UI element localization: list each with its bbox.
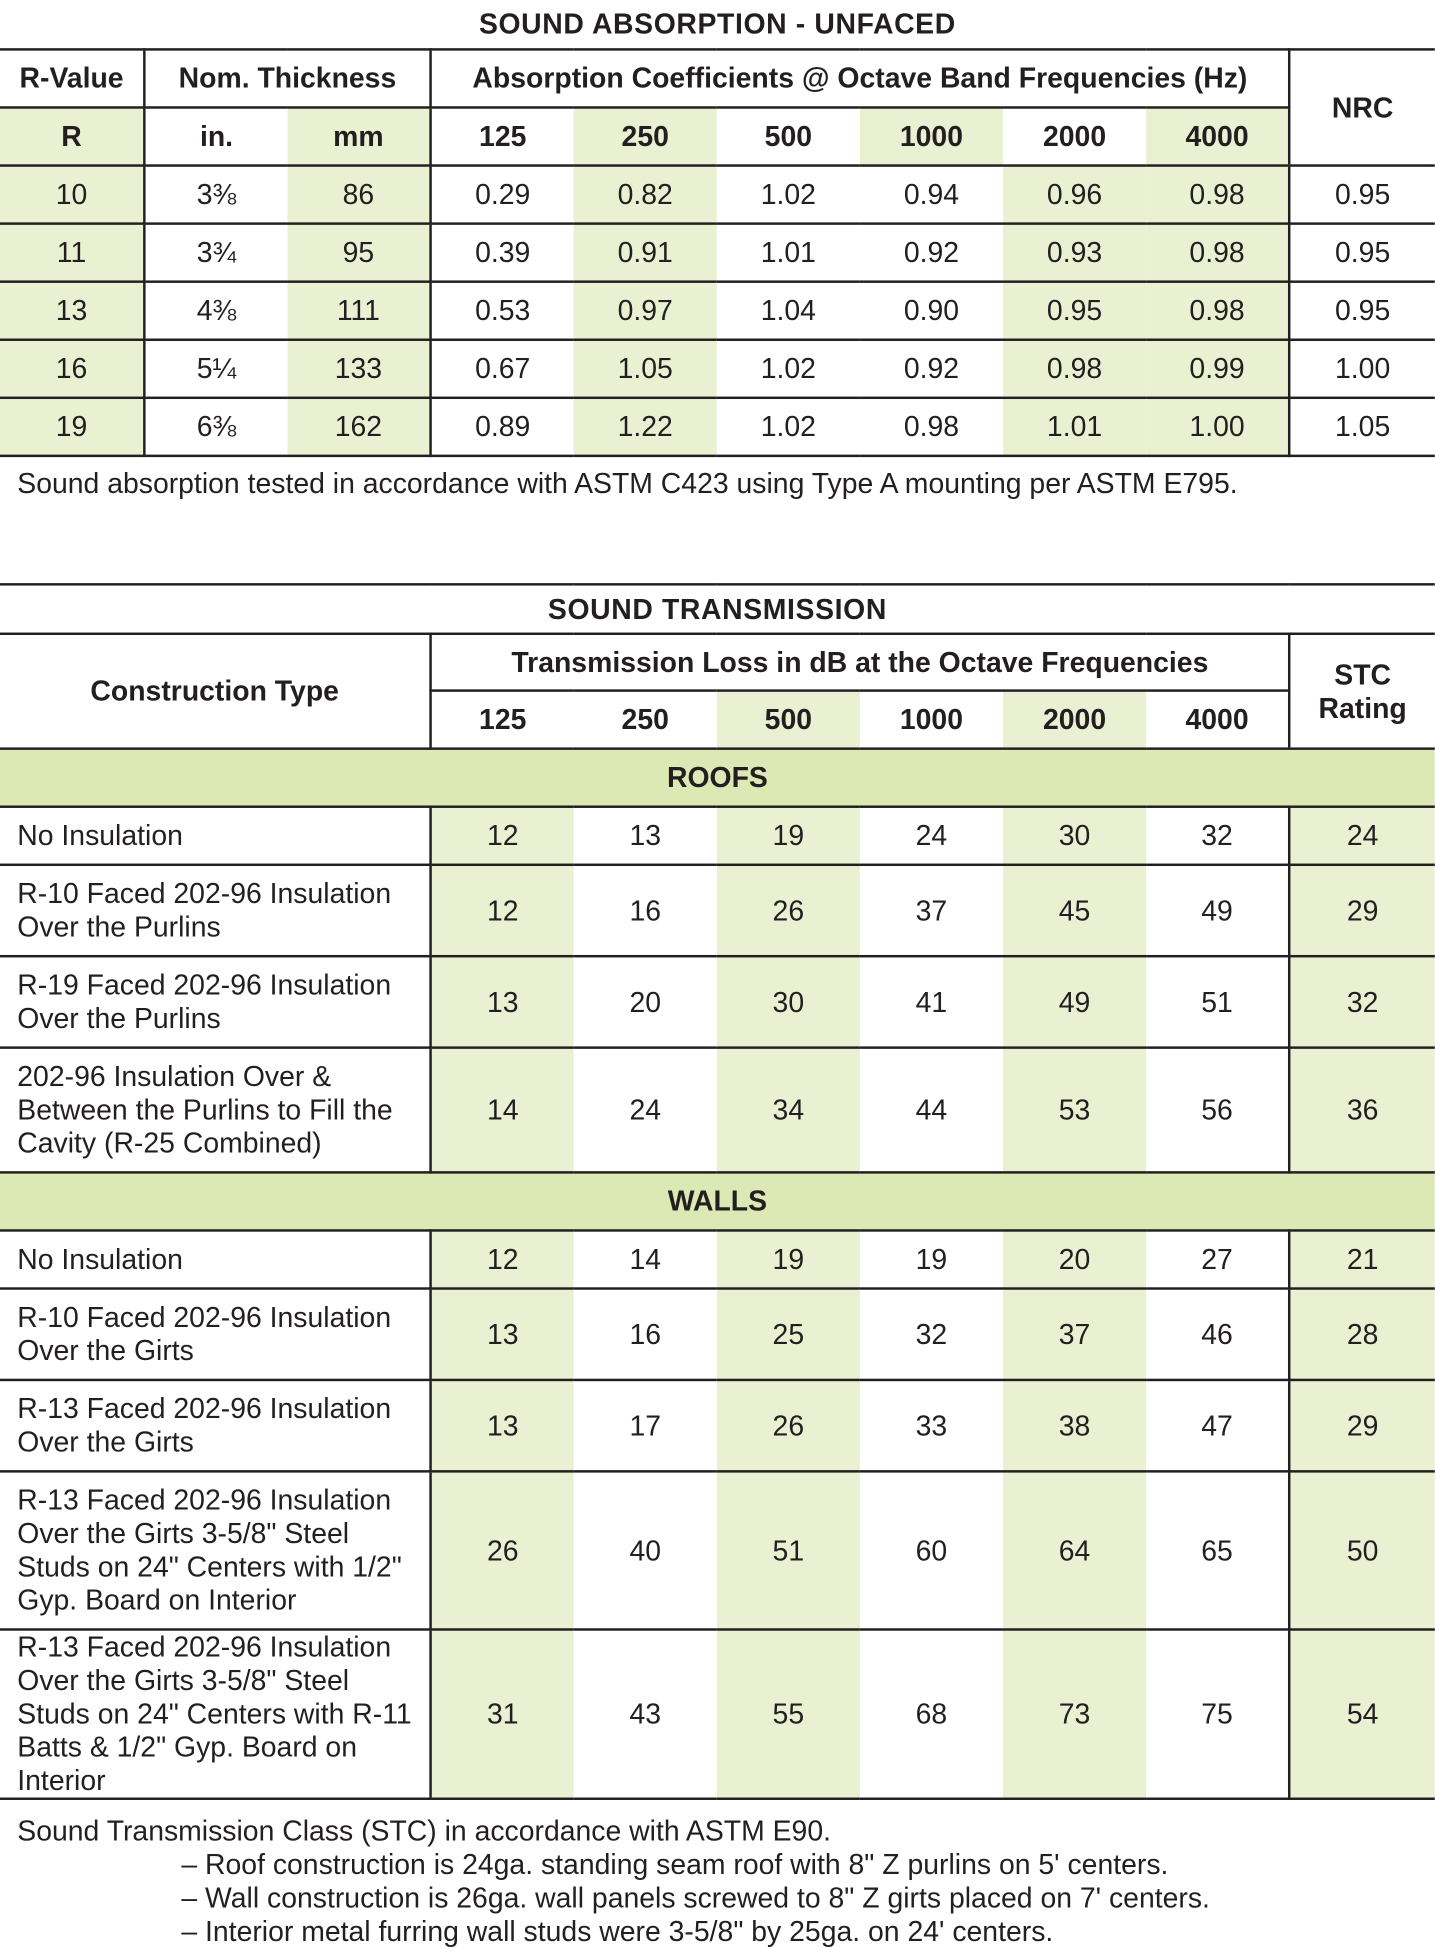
freq-header: 1000 (860, 691, 1003, 749)
absorption-row (0, 398, 1435, 456)
transmission-loss-cell: 65 (1146, 1471, 1289, 1629)
construction-type-cell: R-19 Faced 202-96 Insulation Over the Purlins (0, 956, 431, 1047)
absorption-row (0, 282, 1435, 340)
transmission-loss-cell: 16 (574, 865, 717, 956)
transmission-loss-cell: 14 (431, 1048, 574, 1173)
transmission-row (0, 1048, 1435, 1173)
stc-rating-cell: 32 (1289, 956, 1435, 1047)
nrc-cell: 1.00 (1289, 340, 1435, 398)
transmission-loss-cell: 68 (860, 1629, 1003, 1798)
transmission-loss-cell: 13 (431, 1289, 574, 1380)
transmission-row (0, 1629, 1435, 1798)
nrc-cell: 0.95 (1289, 166, 1435, 224)
construction-type-cell: R-10 Faced 202-96 Insulation Over the Girts (0, 1289, 431, 1380)
absorption-cell: 11 (0, 224, 144, 282)
absorption-cell: 13 (0, 282, 144, 340)
absorption-cell: 16 (0, 340, 144, 398)
absorption-cell: 1.04 (717, 282, 860, 340)
absorption-cell: 0.97 (574, 282, 717, 340)
stc-rating-cell: 36 (1289, 1048, 1435, 1173)
transmission-loss-cell: 56 (1146, 1048, 1289, 1173)
transmission-loss-cell: 51 (1146, 956, 1289, 1047)
transmission-loss-cell: 32 (860, 1289, 1003, 1380)
transmission-loss-cell: 20 (1003, 1230, 1146, 1288)
transmission-loss-cell: 53 (1003, 1048, 1146, 1173)
construction-type-cell: R-13 Faced 202-96 Insulation Over the Girts (0, 1380, 431, 1471)
transmission-loss-cell: 55 (717, 1629, 860, 1798)
transmission-loss-cell: 44 (860, 1048, 1003, 1173)
transmission-loss-cell: 73 (1003, 1629, 1146, 1798)
absorption-cell: 1.05 (574, 340, 717, 398)
transmission-loss-cell: 41 (860, 956, 1003, 1047)
absorption-rows (0, 166, 1435, 456)
transmission-loss-cell: 12 (431, 807, 574, 865)
nrc-cell: 0.95 (1289, 224, 1435, 282)
absorption-cell: 19 (0, 398, 144, 456)
transmission-note: Sound Transmission Class (STC) in accordance with ASTM E90. (17, 1814, 832, 1847)
transmission-note-bullet: – Interior metal furring wall studs were 3-5/8" by 25ga. on 24' centers. (181, 1914, 1054, 1947)
absorption-cell: 0.92 (860, 224, 1003, 282)
nrc-cell: 1.05 (1289, 398, 1435, 456)
freq-header: 500 (717, 691, 860, 749)
freq-header: 250 (574, 691, 717, 749)
absorption-cell: 0.67 (431, 340, 574, 398)
absorption-cell: 0.98 (1003, 340, 1146, 398)
transmission-row (0, 1289, 1435, 1380)
transmission-rows (0, 749, 1435, 1799)
absorption-cell: 111 (287, 282, 430, 340)
freq-header: 4000 (1146, 691, 1289, 749)
stc-rating-cell: 21 (1289, 1230, 1435, 1288)
transmission-row (0, 865, 1435, 956)
nrc-cell: 0.95 (1289, 282, 1435, 340)
mm-subheader: mm (287, 107, 430, 165)
nom-thickness-header: Nom. Thickness (144, 49, 430, 107)
stc-rating-cell: 24 (1289, 807, 1435, 865)
group-band-label: ROOFS (0, 749, 1435, 807)
transmission-loss-cell: 20 (574, 956, 717, 1047)
transmission-loss-cell: 19 (860, 1230, 1003, 1288)
freq-header: 2000 (1003, 691, 1146, 749)
in-subheader: in. (144, 107, 287, 165)
transmission-loss-cell: 75 (1146, 1629, 1289, 1798)
transmission-loss-cell: 33 (860, 1380, 1003, 1471)
absorption-row (0, 340, 1435, 398)
stc-header (1289, 634, 1435, 749)
transmission-bullets (17, 1848, 1417, 1948)
absorption-cell: 3¾ (144, 224, 287, 282)
group-band-row (0, 749, 1435, 807)
transmission-loss-cell: 24 (860, 807, 1003, 865)
stc-rating-cell: 28 (1289, 1289, 1435, 1380)
absorption-cell: 3⅜ (144, 166, 287, 224)
freq-header: 125 (431, 107, 574, 165)
absorption-cell: 0.98 (1146, 166, 1289, 224)
coefficients-header: Absorption Coefficients @ Octave Band Frequencies (Hz) (431, 49, 1290, 107)
absorption-cell: 0.92 (860, 340, 1003, 398)
transmission-loss-cell: 26 (717, 865, 860, 956)
transmission-note-bullet: – Roof construction is 24ga. standing seam roof with 8" Z purlins on 5' centers. (181, 1848, 1169, 1881)
transmission-row (0, 1380, 1435, 1471)
transmission-loss-cell: 26 (717, 1380, 860, 1471)
absorption-cell: 1.01 (717, 224, 860, 282)
transmission-loss-cell: 45 (1003, 865, 1146, 956)
transmission-loss-cell: 12 (431, 865, 574, 956)
group-band-label: WALLS (0, 1172, 1435, 1230)
absorption-cell: 0.98 (860, 398, 1003, 456)
transmission-loss-cell: 13 (431, 1380, 574, 1471)
transmission-loss-cell: 34 (717, 1048, 860, 1173)
stc-rating-cell: 54 (1289, 1629, 1435, 1798)
transmission-loss-cell: 60 (860, 1471, 1003, 1629)
transmission-loss-cell: 17 (574, 1380, 717, 1471)
absorption-cell: 162 (287, 398, 430, 456)
construction-type-cell: R-13 Faced 202-96 Insulation Over the Girts 3-5/8" Steel Studs on 24" Centers with 1/2" Gyp. Board on Interior (0, 1471, 431, 1629)
transmission-loss-cell: 64 (1003, 1471, 1146, 1629)
transmission-loss-cell: 25 (717, 1289, 860, 1380)
transmission-row (0, 807, 1435, 865)
absorption-cell: 1.01 (1003, 398, 1146, 456)
absorption-row (0, 166, 1435, 224)
nrc-header: NRC (1289, 49, 1435, 165)
absorption-cell: 0.94 (860, 166, 1003, 224)
absorption-cell: 4⅜ (144, 282, 287, 340)
r-value-header: R-Value (0, 49, 144, 107)
transmission-row (0, 1230, 1435, 1288)
absorption-cell: 1.02 (717, 398, 860, 456)
absorption-cell: 1.02 (717, 166, 860, 224)
stc-header-line2: Rating (1318, 691, 1407, 724)
freq-header: 4000 (1146, 107, 1289, 165)
absorption-cell: 1.00 (1146, 398, 1289, 456)
transmission-loss-cell: 24 (574, 1048, 717, 1173)
freq-header: 125 (431, 691, 574, 749)
absorption-cell: 95 (287, 224, 430, 282)
transmission-loss-cell: 30 (717, 956, 860, 1047)
absorption-cell: 0.39 (431, 224, 574, 282)
transmission-loss-cell: 12 (431, 1230, 574, 1288)
construction-type-cell: R-13 Faced 202-96 Insulation Over the Girts 3-5/8" Steel Studs on 24" Centers with R-11 Batts & 1/2" Gyp. Board on Interior (0, 1629, 431, 1798)
transmission-notes (0, 1800, 1435, 1948)
transmission-loss-cell: 14 (574, 1230, 717, 1288)
transmission-loss-cell: 26 (431, 1471, 574, 1629)
transmission-loss-cell: 30 (1003, 807, 1146, 865)
transmission-loss-cell: 13 (431, 956, 574, 1047)
transmission-loss-cell: 27 (1146, 1230, 1289, 1288)
absorption-cell: 0.91 (574, 224, 717, 282)
transmission-loss-cell: 46 (1146, 1289, 1289, 1380)
absorption-cell: 0.29 (431, 166, 574, 224)
transmission-loss-cell: 37 (860, 865, 1003, 956)
absorption-cell: 0.89 (431, 398, 574, 456)
stc-rating-cell: 29 (1289, 865, 1435, 956)
absorption-cell: 0.53 (431, 282, 574, 340)
absorption-cell: 0.98 (1146, 224, 1289, 282)
transmission-loss-cell: 49 (1003, 956, 1146, 1047)
transmission-loss-cell: 16 (574, 1289, 717, 1380)
loss-header: Transmission Loss in dB at the Octave Frequencies (431, 634, 1290, 691)
transmission-loss-cell: 40 (574, 1471, 717, 1629)
group-band-row (0, 1172, 1435, 1230)
stc-rating-cell: 50 (1289, 1471, 1435, 1629)
absorption-table (0, 0, 1435, 457)
transmission-loss-cell: 31 (431, 1629, 574, 1798)
absorption-cell: 86 (287, 166, 430, 224)
transmission-loss-cell: 47 (1146, 1380, 1289, 1471)
transmission-loss-cell: 19 (717, 1230, 860, 1288)
absorption-cell: 0.90 (860, 282, 1003, 340)
transmission-loss-cell: 38 (1003, 1380, 1146, 1471)
absorption-cell: 5¼ (144, 340, 287, 398)
absorption-cell: 0.98 (1146, 282, 1289, 340)
absorption-cell: 10 (0, 166, 144, 224)
transmission-note-bullet: – Wall construction is 26ga. wall panels screwed to 8" Z girts placed on 7' centers. (181, 1881, 1210, 1914)
transmission-loss-cell: 51 (717, 1471, 860, 1629)
absorption-cell: 133 (287, 340, 430, 398)
transmission-loss-cell: 49 (1146, 865, 1289, 956)
transmission-row (0, 1471, 1435, 1629)
r-subheader: R (0, 107, 144, 165)
freq-header: 250 (574, 107, 717, 165)
absorption-cell: 1.02 (717, 340, 860, 398)
transmission-loss-cell: 19 (717, 807, 860, 865)
construction-type-header: Construction Type (0, 634, 431, 749)
absorption-cell: 0.82 (574, 166, 717, 224)
transmission-loss-cell: 43 (574, 1629, 717, 1798)
absorption-cell: 6⅜ (144, 398, 287, 456)
construction-type-cell: No Insulation (0, 807, 431, 865)
absorption-note: Sound absorption tested in accordance with ASTM C423 using Type A mounting per ASTM E795. (17, 466, 1238, 500)
transmission-loss-cell: 37 (1003, 1289, 1146, 1380)
absorption-cell: 0.93 (1003, 224, 1146, 282)
construction-type-cell: 202-96 Insulation Over & Between the Purlins to Fill the Cavity (R-25 Combined) (0, 1048, 431, 1173)
transmission-title: SOUND TRANSMISSION (0, 584, 1435, 633)
transmission-loss-cell: 32 (1146, 807, 1289, 865)
absorption-cell: 0.95 (1003, 282, 1146, 340)
construction-type-cell: R-10 Faced 202-96 Insulation Over the Purlins (0, 865, 431, 956)
freq-header: 2000 (1003, 107, 1146, 165)
construction-type-cell: No Insulation (0, 1230, 431, 1288)
transmission-loss-cell: 13 (574, 807, 717, 865)
stc-header-line1: STC (1334, 657, 1392, 690)
absorption-cell: 0.96 (1003, 166, 1146, 224)
absorption-row (0, 224, 1435, 282)
absorption-cell: 0.99 (1146, 340, 1289, 398)
transmission-table (0, 583, 1435, 1800)
freq-header: 1000 (860, 107, 1003, 165)
transmission-row (0, 956, 1435, 1047)
stc-rating-cell: 29 (1289, 1380, 1435, 1471)
absorption-cell: 1.22 (574, 398, 717, 456)
freq-header: 500 (717, 107, 860, 165)
absorption-title: SOUND ABSORPTION - UNFACED (0, 0, 1435, 49)
